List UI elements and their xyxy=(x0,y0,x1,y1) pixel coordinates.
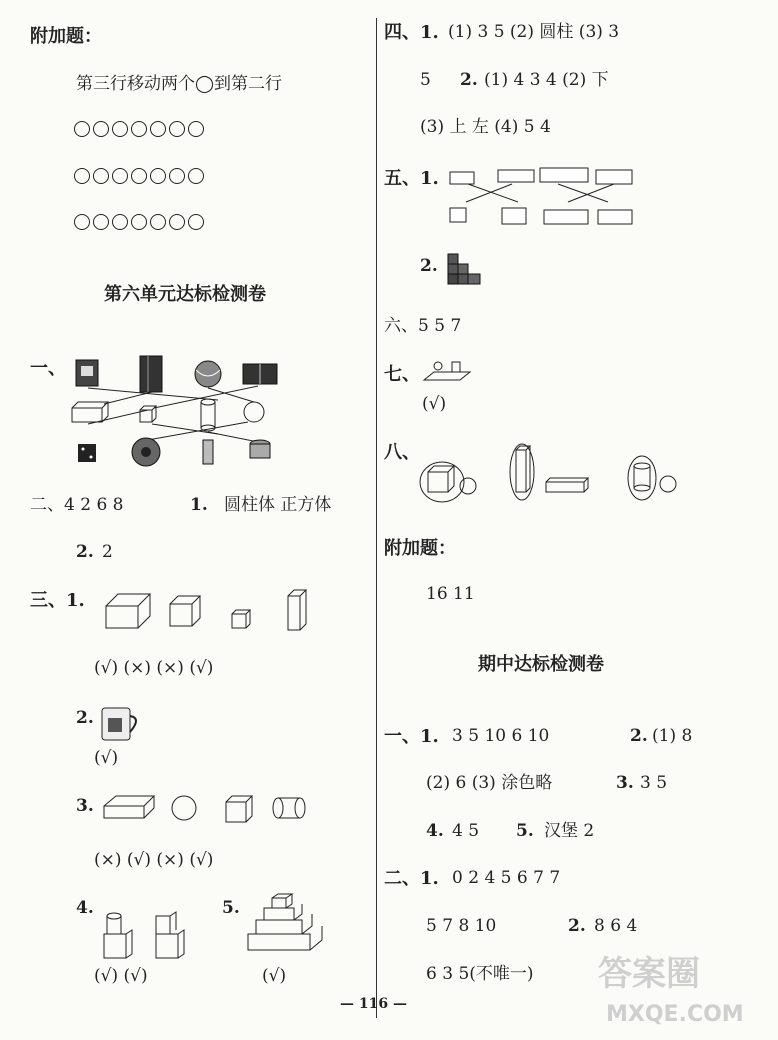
q2-2-label: 2. xyxy=(76,542,94,562)
q1-label: 一、 xyxy=(30,358,66,379)
beam-balance-icon xyxy=(420,358,474,388)
cube-shape xyxy=(226,796,252,822)
q3-5-label: 5. xyxy=(222,898,240,918)
q3-4-answer: (√) (√) xyxy=(94,966,148,986)
cylinder-shape xyxy=(201,399,215,431)
sphere-shape xyxy=(172,796,196,820)
cube-matching-figure xyxy=(448,162,638,232)
s7-answer: (√) xyxy=(422,394,447,414)
can-icon xyxy=(250,440,270,458)
midterm-title: 期中达标检测卷 xyxy=(478,654,604,675)
m1-4-label: 4. xyxy=(426,821,444,841)
m2-answers: 0 2 4 5 6 7 7 xyxy=(452,868,561,888)
gift-box-icon xyxy=(243,364,277,384)
watermark-logo: 答案圈 xyxy=(598,954,700,994)
q3-4-shapes xyxy=(100,912,200,964)
bonus-title-right: 附加题： xyxy=(384,538,456,559)
cylinder-shape xyxy=(273,798,305,818)
circle-row-2 xyxy=(74,168,207,188)
tall-cuboid-shape xyxy=(516,446,530,492)
mug-icon xyxy=(100,704,144,744)
cylinder-on-cube-shape xyxy=(104,913,132,958)
s4-line2b: (1) 4 3 4 (2) 下 xyxy=(484,70,609,90)
q3-1-shapes xyxy=(104,588,314,633)
ball-icon xyxy=(195,361,221,387)
s4-line3: (3) 上 左 (4) 5 4 xyxy=(420,117,551,137)
bonus-answer: 16 11 xyxy=(426,584,475,604)
bonus-title-left: 附加题： xyxy=(30,26,102,47)
circle-row-3 xyxy=(74,214,207,234)
s4-2-label: 2. xyxy=(460,70,478,90)
m1-label: 一、1. xyxy=(384,726,439,747)
cube-shape xyxy=(170,596,200,626)
soccer-ball-icon xyxy=(132,438,160,466)
m1-answers: 3 5 10 6 10 xyxy=(452,726,550,746)
m2-label: 二、1. xyxy=(384,868,439,889)
cube-shape xyxy=(428,466,454,492)
m1-5-answer: 汉堡 2 xyxy=(544,821,595,841)
stacked-cubes-figure xyxy=(446,252,488,292)
cube-group-top xyxy=(450,168,632,184)
q2-1-answer: 圆柱体 正方体 xyxy=(224,495,332,515)
m2-line3: 6 3 5(不唯一) xyxy=(426,964,534,984)
cuboid-shape xyxy=(106,594,150,628)
cube-group-bottom xyxy=(450,208,632,224)
sphere-shape xyxy=(244,402,264,422)
small-cube-shape xyxy=(140,406,156,422)
q3-label: 三、1. xyxy=(30,590,85,611)
m1-2-answer: (1) 8 xyxy=(652,726,693,746)
circle-row-1 xyxy=(74,121,207,141)
s6-answer: 六、5 5 7 xyxy=(384,316,462,336)
shape-matching-figure xyxy=(68,352,283,472)
s4-line1: (1) 3 5 (2) 圆柱 (3) 3 xyxy=(448,22,620,42)
flat-cuboid-shape xyxy=(104,796,154,818)
watermark-url: MXQE.COM xyxy=(606,1002,744,1027)
page-number: — 116 — xyxy=(340,996,407,1012)
q3-3-answer: (×) (√) (×) (√) xyxy=(94,850,214,870)
m2-2-label: 2. xyxy=(568,916,586,936)
flat-cuboid-shape xyxy=(546,478,588,492)
q3-4-label: 4. xyxy=(76,898,94,918)
circled-shapes-figure xyxy=(420,440,690,504)
m1-line2a: (2) 6 (3) 涂色略 xyxy=(426,773,553,793)
s4-label: 四、1. xyxy=(384,22,439,43)
m1-2-label: 2. xyxy=(630,726,648,746)
q3-3-label: 3. xyxy=(76,796,94,816)
m1-3-label: 3. xyxy=(616,773,634,793)
s7-label: 七、 xyxy=(384,364,420,385)
m1-5-label: 5. xyxy=(516,821,534,841)
cylinder-shape xyxy=(634,463,650,491)
s4-line2a: 5 xyxy=(420,70,431,90)
stepped-pyramid-shape xyxy=(246,892,326,954)
m2-2-answer: 8 6 4 xyxy=(594,916,638,936)
unit-title: 第六单元达标检测卷 xyxy=(104,284,266,305)
m1-3-answer: 3 5 xyxy=(640,773,668,793)
box-icon xyxy=(76,360,98,386)
q3-5-answer: (√) xyxy=(262,966,287,986)
tall-box-icon xyxy=(140,356,162,392)
q2-line: 二、4 2 6 8 xyxy=(30,495,124,515)
small-cube-shape xyxy=(232,610,250,628)
q2-2-answer: 2 xyxy=(102,542,113,562)
bonus-instruction: 第三行移动两个◯到第二行 xyxy=(76,74,283,94)
m2-line2a: 5 7 8 10 xyxy=(426,916,497,936)
q2-1-label: 1. xyxy=(190,495,208,515)
s8-label: 八、 xyxy=(384,442,420,463)
stacked-cubes-shape xyxy=(156,912,184,958)
q3-3-shapes xyxy=(102,792,312,826)
s5-label: 五、1. xyxy=(384,168,439,189)
bottle-icon xyxy=(203,440,213,464)
dice-icon xyxy=(78,444,96,462)
q3-2-label: 2. xyxy=(76,708,94,728)
q3-1-answer: (√) (×) (×) (√) xyxy=(94,658,214,678)
m1-4-answer: 4 5 xyxy=(452,821,480,841)
column-divider xyxy=(376,18,377,1018)
s5-2-label: 2. xyxy=(420,256,438,276)
q3-2-answer: (√) xyxy=(94,748,119,768)
tall-cuboid-shape xyxy=(288,590,306,630)
cuboid-shape xyxy=(72,402,108,422)
